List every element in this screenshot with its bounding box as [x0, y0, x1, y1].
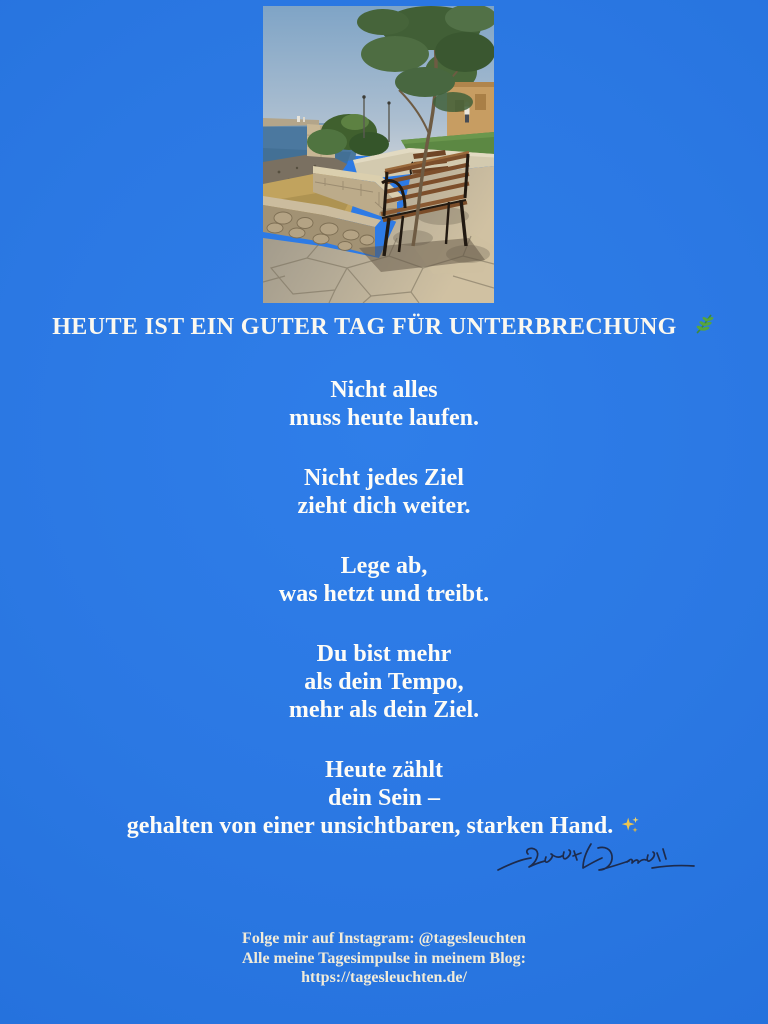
poem-line: Nicht alles [330, 377, 438, 403]
seaside-bench-photo [263, 6, 494, 303]
poem-stanza [0, 376, 768, 432]
footer-url-line: https://tagesleuchten.de/ [301, 969, 467, 986]
poem-line: mehr als dein Ziel. [288, 697, 480, 723]
author-signature [494, 840, 702, 888]
footer-instagram-line: Folge mir auf Instagram: @tagesleuchten [242, 930, 526, 947]
poem-line: Heute zählt [325, 757, 443, 783]
poem-line: dein Sein – [327, 785, 441, 811]
footer-credits [0, 929, 768, 988]
footer-blog-line: Alle meine Tagesimpulse in meinem Blog: [242, 949, 526, 967]
poem-line: zieht dich weiter. [297, 493, 471, 519]
poem-stanza [0, 552, 768, 608]
poem-line: Nicht jedes Ziel [304, 465, 464, 491]
poem [0, 376, 768, 875]
post-title-row [0, 312, 768, 343]
poem-line-final-text: gehalten von einer unsichtbaren, starken Hand. [126, 813, 614, 839]
poem-stanza [0, 464, 768, 520]
herb-leaf-icon [692, 312, 716, 343]
sparkles-icon [619, 814, 641, 843]
seaside-bench-photo-art [263, 6, 494, 303]
poem-stanza [0, 640, 768, 724]
post-title: HEUTE IST EIN GUTER TAG FÜR UNTERBRECHUNG [52, 314, 677, 340]
poem-line: muss heute laufen. [288, 405, 480, 431]
poem-line: Du bist mehr [316, 641, 452, 667]
poem-line: als dein Tempo, [304, 669, 464, 695]
poem-line-final [0, 812, 768, 843]
poem-stanza [0, 756, 768, 843]
poem-line: Lege ab, [340, 553, 428, 579]
poem-line: was hetzt und treibt. [278, 581, 490, 607]
